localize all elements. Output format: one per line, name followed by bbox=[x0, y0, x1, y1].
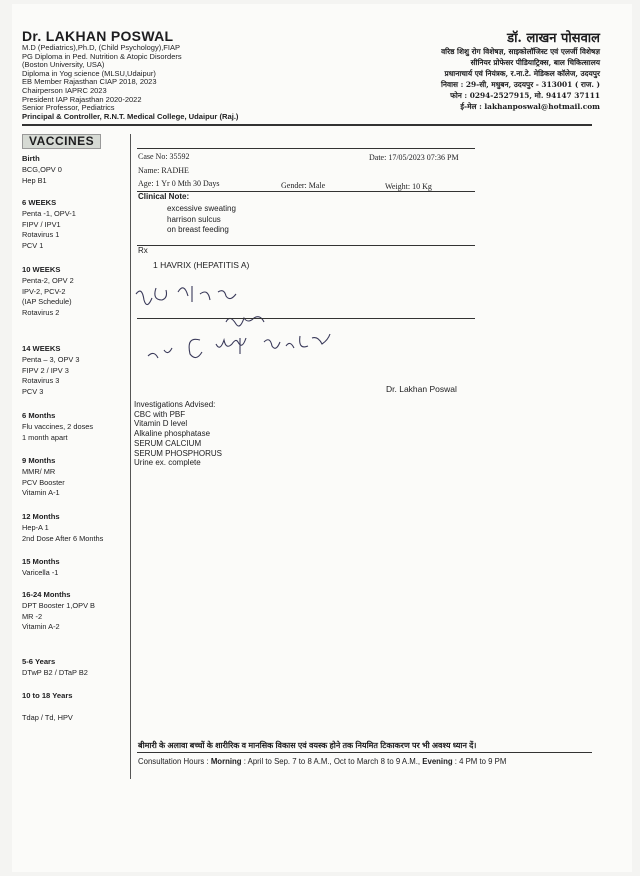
medicine-item: 1 HAVRIX (HEPATITIS A) bbox=[153, 260, 250, 270]
vaccine-group-heading: 10 WEEKS bbox=[22, 265, 61, 274]
vaccine-item: Penta-2, OPV 2 bbox=[22, 275, 74, 285]
vaccine-item: PCV 1 bbox=[22, 241, 44, 251]
clinical-note-label: Clinical Note: bbox=[138, 192, 190, 201]
vaccine-group-heading: 10 to 18 Years bbox=[22, 691, 73, 700]
vaccine-group bbox=[22, 154, 130, 186]
vaccine-item: MMR/ MR bbox=[22, 466, 56, 476]
vaccine-item: FIPV / IPV1 bbox=[22, 219, 61, 229]
vaccine-item: MR -2 bbox=[22, 611, 43, 621]
case-number: Case No: 35592 bbox=[138, 152, 190, 161]
vaccine-group-heading: 9 Months bbox=[22, 456, 56, 465]
investigations bbox=[134, 400, 222, 468]
morning-text: : April to Sep. 7 to 8 A.M., Oct to March 8 to 9 A.M., bbox=[241, 757, 423, 766]
investigation-item: SERUM PHOSPHORUS bbox=[134, 448, 223, 458]
hindi-email-line: ई-मेल : lakhanposwal@hotmail.com bbox=[460, 102, 600, 111]
vaccine-item: Penta – 3, OPV 3 bbox=[22, 354, 80, 364]
vaccine-group-heading: Birth bbox=[22, 154, 40, 163]
notes-rule bbox=[137, 318, 475, 319]
vaccine-group-heading: 16-24 Months bbox=[22, 590, 71, 599]
hindi-line: फोन : 0294-2527915, मो. 94147 37111 bbox=[450, 91, 600, 100]
vaccine-item: IPV-2, PCV-2 bbox=[22, 286, 66, 296]
vaccine-group-heading: 14 WEEKS bbox=[22, 344, 61, 353]
clinical-note-item: excessive sweating bbox=[167, 204, 236, 213]
vaccine-group bbox=[22, 411, 130, 443]
vaccine-group bbox=[22, 265, 130, 319]
hours-label: Consultation Hours : bbox=[138, 757, 211, 766]
qualification-line: Senior Professor, Pediatrics bbox=[22, 103, 115, 113]
principal-line: Principal & Controller, R.N.T. Medical College, Udaipur (Raj.) bbox=[22, 111, 239, 121]
vaccine-group bbox=[22, 198, 130, 252]
qualification-line: Chairperson IAPRC 2023 bbox=[22, 85, 107, 95]
qualification-line: (Boston University, USA) bbox=[22, 60, 105, 70]
footer-hindi-note: बीमारी के अलावा बच्चों के शारीरिक व मानसिक विकास एवं वयस्क होने तक नियमित टिकाकरण पर भी अवश्य ध्यान दें। bbox=[138, 741, 477, 750]
hindi-line: वरिष्ठ शिशु रोग विशेषज्ञ, साइकोलॉजिस्ट एवं एलर्जी विशेषज्ञ bbox=[441, 47, 600, 56]
vaccine-group-heading: 5-6 Years bbox=[22, 657, 56, 666]
morning-label: Morning bbox=[210, 757, 242, 766]
doctor-credentials bbox=[22, 28, 322, 121]
vaccine-item: Tdap / Td, HPV bbox=[22, 713, 73, 722]
evening-label: Evening bbox=[422, 757, 453, 766]
signature-name: Dr. Lakhan Poswal bbox=[386, 384, 457, 394]
hindi-doctor-name: डॉ. लाखन पोसवाल bbox=[507, 31, 600, 46]
vaccine-item: PCV Booster bbox=[22, 477, 65, 487]
handwritten-notes bbox=[134, 284, 364, 374]
vaccine-group bbox=[22, 691, 130, 702]
sidebar-divider bbox=[130, 134, 131, 779]
vaccine-item: Varicella -1 bbox=[22, 567, 59, 577]
investigations-label: Investigations Advised: bbox=[134, 400, 216, 409]
clinical-note-item: harrison sulcus bbox=[167, 214, 221, 224]
vaccines-title: VACCINES bbox=[22, 134, 101, 149]
vaccine-item: BCG,OPV 0 bbox=[22, 164, 62, 174]
vaccine-item: PCV 3 bbox=[22, 387, 44, 397]
vaccine-item: Rotavirus 1 bbox=[22, 230, 60, 240]
vaccine-item: Hep B1 bbox=[22, 175, 47, 185]
vaccine-item: 1 month apart bbox=[22, 432, 68, 442]
vaccine-schedule bbox=[22, 134, 130, 722]
investigation-item: Urine ex. complete bbox=[134, 458, 201, 468]
vaccine-item: Vitamin A-1 bbox=[22, 488, 60, 498]
vaccine-group-heading: 15 Months bbox=[22, 557, 60, 566]
qualification-line: M.D (Pediatrics),Ph.D, (Child Psychology),FIAP bbox=[22, 43, 180, 52]
vaccine-group-heading: 6 Months bbox=[22, 411, 56, 420]
clinical-note-item: on breast feeding bbox=[167, 225, 229, 234]
vaccine-group bbox=[22, 590, 130, 633]
visit-date: Date: 17/05/2023 07:36 PM bbox=[369, 153, 459, 162]
clinical-notes bbox=[167, 204, 236, 236]
investigation-item: SERUM CALCIUM bbox=[134, 438, 202, 448]
vaccine-group bbox=[22, 713, 130, 724]
evening-text: : 4 PM to 9 PM bbox=[452, 757, 507, 766]
patient-name: Name: RADHE bbox=[138, 166, 189, 175]
vaccine-group bbox=[22, 657, 130, 679]
footer-rule bbox=[137, 752, 592, 753]
vaccine-group bbox=[22, 456, 130, 499]
vaccine-item: Rotavirus 2 bbox=[22, 308, 60, 318]
qualification-line: Diploma in Yog science (MLSU,Udaipur) bbox=[22, 68, 156, 78]
vaccine-item: DPT Booster 1,OPV B bbox=[22, 600, 95, 610]
vaccine-group bbox=[22, 512, 130, 544]
qualification-line: EB Member Rajasthan CIAP 2018, 2023 bbox=[22, 77, 157, 87]
investigation-item: CBC with PBF bbox=[134, 409, 186, 419]
vaccine-item: DTwP B2 / DTaP B2 bbox=[22, 667, 88, 677]
investigation-item: Alkaline phosphatase bbox=[134, 429, 211, 439]
hindi-line: निवास : 29-सी, मधुबन, उदयपुर - 313001 ( राज. ) bbox=[440, 80, 600, 89]
patient-weight: Weight: 10 Kg bbox=[385, 182, 432, 191]
header-divider bbox=[22, 124, 592, 126]
vaccine-item: Vitamin A-2 bbox=[22, 622, 60, 632]
rx-label: Rx bbox=[138, 246, 148, 255]
rx-rule bbox=[137, 245, 475, 246]
vaccine-group-heading: 12 Months bbox=[22, 512, 60, 521]
vaccine-item: Flu vaccines, 2 doses bbox=[22, 421, 94, 431]
vaccine-item: (IAP Schedule) bbox=[22, 297, 72, 307]
qualification-line: PG Diploma in Ped. Nutrition & Atopic Disorders bbox=[22, 51, 182, 61]
hindi-header bbox=[300, 28, 600, 112]
vaccine-item: 2nd Dose After 6 Months bbox=[22, 533, 104, 543]
vaccine-item: Rotavirus 3 bbox=[22, 376, 60, 386]
vaccine-item: Hep-A 1 bbox=[22, 522, 49, 532]
hindi-line: सीनियर प्रोफेसर पीडियाट्रिक्स, बाल चिकित्सालय bbox=[470, 58, 600, 67]
consultation-hours bbox=[138, 757, 506, 766]
qualification-line: President IAP Rajasthan 2020-2022 bbox=[22, 94, 142, 104]
doctor-name: Dr. LAKHAN POSWAL bbox=[22, 28, 174, 44]
vaccine-item: Penta -1, OPV-1 bbox=[22, 208, 76, 218]
hindi-line: प्रधानाचार्य एवं नियंत्रक, र.ना.टे. मेडिकल कॉलेज, उदयपुर bbox=[444, 69, 600, 78]
patient-gender: Gender: Male bbox=[281, 181, 326, 190]
vaccine-group bbox=[22, 557, 130, 579]
meta-top-rule bbox=[137, 148, 475, 149]
patient-age: Age: 1 Yr 0 Mth 30 Days bbox=[138, 179, 220, 188]
vaccine-group bbox=[22, 344, 130, 398]
investigation-item: Vitamin D level bbox=[134, 419, 188, 429]
vaccine-item: FIPV 2 / IPV 3 bbox=[22, 365, 69, 375]
vaccine-group-heading: 6 WEEKS bbox=[22, 198, 57, 207]
